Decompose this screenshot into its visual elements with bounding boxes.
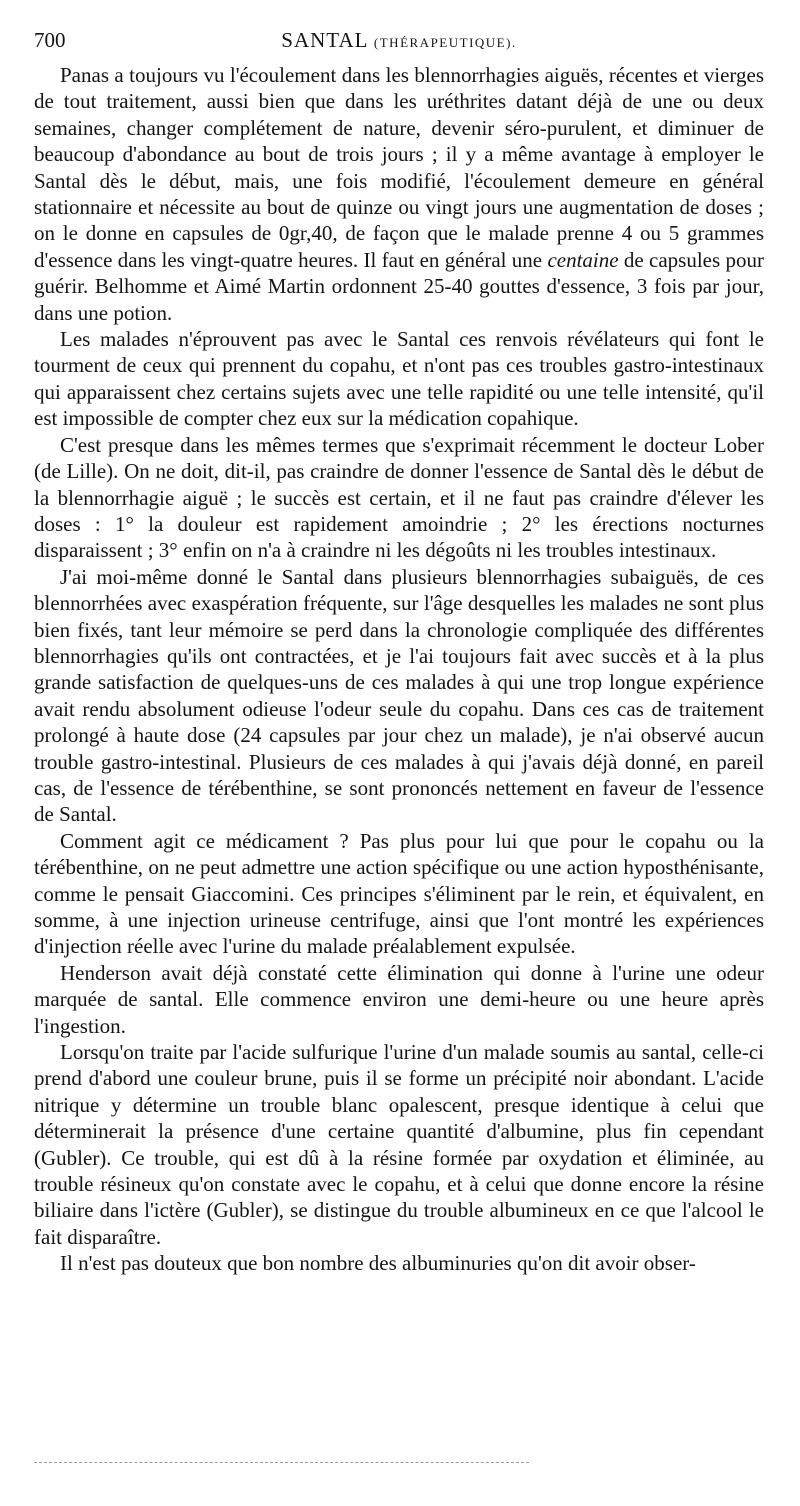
paragraph: Les malades n'éprouvent pas avec le Santal ces renvois révélateurs qui font le tourment de ceux qui prennent du copahu, et n'ont pas ces troubles gastro-intestinaux qui apparaissent chez certains sujets avec une telle rapidité ou une telle intensité, qu'il est impossible de compter chez eux sur la médication copahique.: [34, 327, 764, 431]
paragraph: [34, 62, 764, 326]
page-number: 700: [34, 28, 66, 52]
running-title-main: SANTAL: [281, 28, 368, 52]
paragraph-text-part: Panas a toujours vu l'écoulement dans les blennorrhagies aiguës, récentes et vierges de tout traitement, aussi bien que dans les uréthrites datant déjà de une ou deux semaines, changer complétement de nature, devenir séro-purulent, et diminuer de beaucoup d'abondance au bout de trois jours ; il y a même avantage à employer le Santal dès le début, mais, une fois modifié, l'écoulement demeure en général stationnaire et nécessite au bout de quinze ou vingt jours une augmentation de doses ; on le donne en capsules de 0gr,40, de façon que le malade prenne 4 ou 5 grammes d'essence dans les vingt-quatre heures. Il faut en général une: [34, 63, 764, 272]
paragraph: Comment agit ce médicament ? Pas plus pour lui que pour le copahu ou la térébenthine, on ne peut admettre une action spécifique ou une action hyposthénisante, comme le pensait Giaccomini. Ces principes s'éliminent par le rein, et équivalent, en somme, à une injection urineuse centrifuge, ainsi que l'ont montré les expériences d'injection réelle avec l'urine du malade préalablement expulsée.: [34, 828, 764, 959]
running-title: [34, 28, 764, 53]
running-title-subtitle: (THÉRAPEUTIQUE).: [373, 35, 517, 50]
page-header: [34, 28, 764, 58]
paragraph: J'ai moi-même donné le Santal dans plusieurs blennorrhagies subaiguës, de ces blennorrhées avec exaspération fréquente, sur l'âge desquelles les malades ne sont plus bien fixés, tant leur mémoire se perd dans la chronologie compliquée des différentes blennorrhagies qu'ils ont contractées, et je l'ai toujours fait avec succès et à la plus grande satisfaction de quelques-uns de ces malades à qui une trop longue expérience avait rendu absolument odieuse l'odeur seule du copahu. Dans ces cas de traitement prolongé à haute dose (24 capsules par jour chez un malade), je n'ai observé aucun trouble gastro-intestinal. Plusieurs de ces malades à qui j'avais déjà donné, en pareil cas, de l'essence de térébenthine, se sont prononcés nettement en faveur de l'essence de Santal.: [34, 564, 764, 827]
emphasized-word: centaine: [547, 247, 619, 272]
paragraph: Il n'est pas douteux que bon nombre des albuminuries qu'on dit avoir obser-: [60, 1251, 696, 1276]
paragraph: C'est presque dans les mêmes termes que s'exprimait récemment le docteur Lober (de Lille). On ne doit, dit-il, pas craindre de donner l'essence de Santal dès le début de la blennorrhagie aiguë ; le succès est certain, et il ne faut pas craindre d'élever les doses : 1° la douleur est rapidement amoindrie ; 2° les érections nocturnes disparaissent ; 3° enfin on n'a à craindre ni les dégoûts ni les troubles intestinaux.: [34, 432, 764, 563]
paragraph-text-part: de capsules pour guérir. Belhomme et Aimé Martin ordonnent 25-40 gouttes d'essence, 3 fois par jour, dans une potion.: [34, 247, 764, 325]
footer-dotted-rule: [34, 1462, 529, 1463]
paragraph: Lorsqu'on traite par l'acide sulfurique l'urine d'un malade soumis au santal, celle-ci prend d'abord une couleur brune, puis il se forme un précipité noir abondant. L'acide nitrique y détermine un trouble blanc opalescent, presque identique à celui que déterminerait la présence d'une certaine quantité d'albumine, plus fin cependant (Gubler). Ce trouble, qui est dû à la résine formée par oxydation et éliminée, au trouble résineux qu'on constate avec le copahu, et à celui que donne encore la résine biliaire dans l'ictère (Gubler), se distingue du trouble albumineux en ce que l'alcool le fait disparaître.: [34, 1040, 764, 1249]
body-text: [34, 62, 764, 1277]
paragraph: Henderson avait déjà constaté cette élimination qui donne à l'urine une odeur marquée de santal. Elle commence environ une demi-heure ou une heure après l'ingestion.: [34, 960, 764, 1038]
